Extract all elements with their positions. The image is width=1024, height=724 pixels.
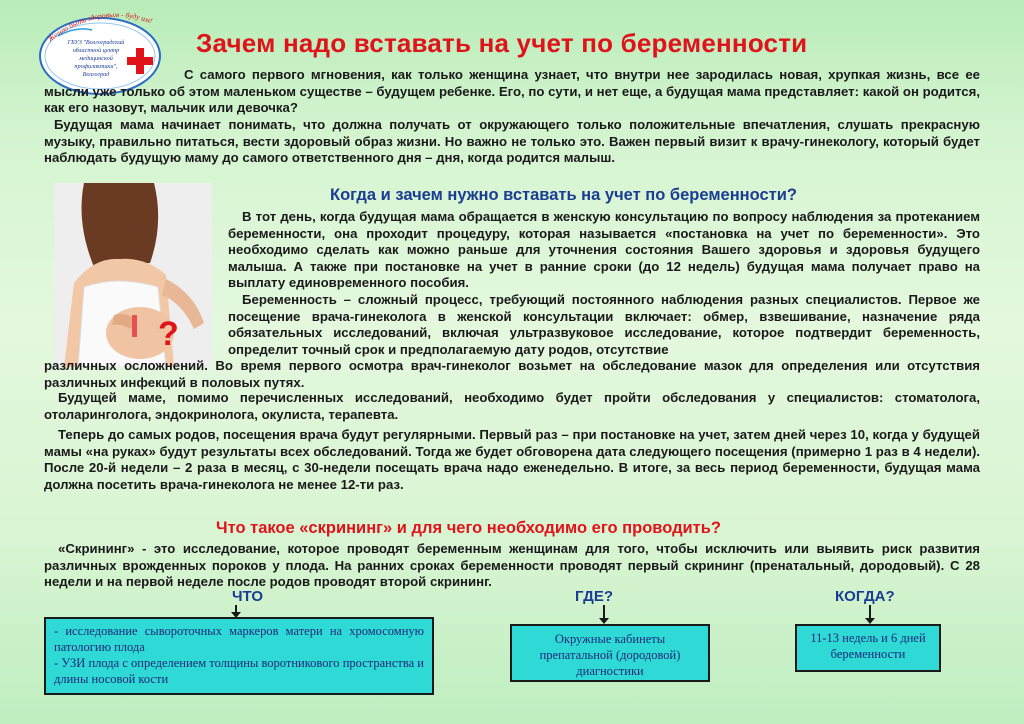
label-when: КОГДА? (835, 588, 895, 605)
arrow-when-icon (865, 605, 875, 624)
label-where: ГДЕ? (575, 588, 613, 605)
what-item: - УЗИ плода с определением толщины воротникового пространства и длины носовой кости (54, 656, 424, 686)
section1-paragraph: различных осложнений. Во время первого осмотра врач-гинеколог возьмет на обследование мазок для определения или отсутствия различных инфекций в половых путях. (44, 358, 980, 390)
box-what (44, 617, 434, 695)
logo-org-line: медицинской (79, 55, 113, 62)
what-item: - исследование сывороточных маркеров матери на хромосомную патологию плода (54, 624, 424, 654)
box-where: Окружные кабинеты препатальной (дородовой) диагностики (510, 624, 710, 682)
section1-paragraph: Беременность – сложный процесс, требующий постоянного наблюдения разных специалистов. Первое же посещение врача-гинеколога в женской консультации включает: обмер, взвешивание, назначение ряда обязательных исследований, включая ультразвуковое исследование, которое подтвердит беременность, определит точный срок и предполагаемую дату родов, отсутствие (228, 292, 980, 357)
page-title: Зачем надо вставать на учет по беременности (196, 28, 808, 58)
question-mark-icon: ? (158, 315, 179, 353)
section-heading-registration: Когда и зачем нужно вставать на учет по беременности? (330, 186, 797, 204)
logo-org-line: профилактики", (74, 63, 118, 70)
label-what: ЧТО (232, 588, 263, 605)
intro-paragraph: Будущая мама начинает понимать, что должна получать от окружающего только положительные впечатления, слушать прекрасную музыку, правильно питаться, вести здоровый образ жизни. Но важно не только это. Важен первый визит к врачу-гинекологу, который будет наблюдать будущую маму до самого ответственного дня – дня, когда родится малыш. (44, 117, 980, 166)
section1-paragraph: Будущей маме, помимо перечисленных исследований, необходимо будет пройти обследования у специалистов: стоматолога, отоларинголога, эндокринолога, окулиста, терапевта. (44, 390, 980, 422)
logo-org-line: Волгоград (82, 71, 110, 78)
screening-paragraph: «Скрининг» - это исследование, которое проводят беременным женщинам для того, чтобы исключить или выявить риск развития различных врожденных пороков у плода. На ранних сроках беременности проводят первый скрининг (пренатальный, дородовый). С 28 недели и на первой неделе после родов проводят второй скрининг. (44, 541, 980, 590)
intro-paragraph: С самого первого мгновения, как только женщина узнает, что внутри нее зародилась новая, хрупкая жизнь, все ее мысли уже только об этом маленьком существе – будущем ребенке. Его, по сути, и нет еще, а будущая мама представляет: какой он родится, как его назовут, мальчик или девочка? (44, 67, 980, 116)
box-when: 11-13 недель и 6 дней беременности (795, 624, 941, 672)
logo-arc-text: Желаю быть здоровым - буду им! (45, 9, 154, 44)
arrow-where-icon (599, 605, 609, 624)
section-heading-screening: Что такое «скрининг» и для чего необходимо его проводить? (216, 519, 721, 537)
section1-paragraph: В тот день, когда будущая мама обращается в женскую консультацию по вопросу наблюдения за протеканием беременности, она проходит процедуру, которая называется «постановка на учет по беременности». Это необходимо сделать как можно раньше для уточнения состояния Вашего здоровья и здоровья будущего малыша. А также при постановке на учет в ранние сроки (до 12 недель) будущая мама получает право на выплату единовременного пособия. (228, 209, 980, 291)
section1-paragraph: Теперь до самых родов, посещения врача будут регулярными. Первый раз – при постановке на учет, затем дней через 10, когда у будущей мамы «на руках» будут результаты всех обследований. Тогда же будет обговорена дата следующего посещения (примерно 1 раз в 4 недели). После 20-й недели – 2 раза в месяц, с 30-недели посещать врача надо еженедельно. В итоге, за весь период беременности, будущая мама должна посетить врача-гинеколога не менее 12-ти раз. (44, 427, 980, 492)
logo-org-line: областной центр (72, 47, 120, 54)
logo-org-line: ГБУЗ "Волгоградский (67, 39, 125, 46)
pregnant-woman-photo (54, 183, 212, 367)
